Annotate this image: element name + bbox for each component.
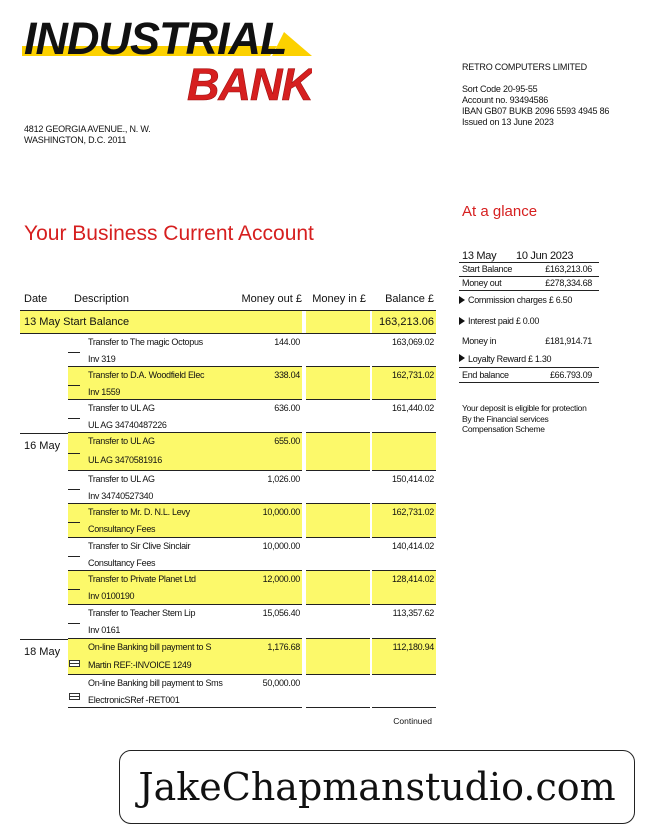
header-money-in: Money in £ [312, 293, 366, 305]
triangle-bullet-icon [459, 317, 465, 325]
row-description-line-1: Transfer to D.A. Woodfield Elec [88, 370, 205, 380]
row-description-line-2: Inv 0161 [88, 625, 121, 635]
sort-code: Sort Code 20-95-55 [462, 84, 538, 94]
row-highlight-in [306, 367, 370, 400]
account-details [462, 84, 609, 128]
row-balance: 163,069.02 [391, 337, 434, 347]
dash-icon [68, 418, 80, 419]
row-money-out: 338.04 [274, 370, 300, 380]
glance-start-balance-label: Start Balance [462, 264, 513, 274]
row-description-line-2: ElectronicSRef -RET001 [88, 694, 180, 705]
row-money-out: 144.00 [274, 337, 300, 347]
account-number: Account no. 93494586 [462, 95, 549, 105]
rule [459, 276, 599, 277]
dash-icon [68, 589, 80, 590]
row-description-line-2: Consultancy Fees [88, 524, 156, 534]
row-money-out: 636.00 [274, 403, 300, 413]
row-money-out: 1,176.68 [267, 642, 300, 652]
address-line-2: WASHINGTON, D.C. 2011 [24, 135, 127, 145]
glance-start-balance: £163,213.06 [545, 264, 592, 274]
row-balance: 150,414.02 [391, 474, 434, 484]
rule [306, 399, 370, 400]
rule [459, 262, 599, 263]
rule [20, 310, 436, 311]
row-money-out: 50,000.00 [262, 678, 300, 688]
protection-note-line-3: Compensation Scheme [462, 424, 545, 434]
row-balance: 162,731.02 [391, 370, 434, 380]
rule [306, 674, 370, 675]
row-balance: 161,440.02 [391, 403, 434, 413]
rule [68, 674, 302, 675]
rule [372, 674, 436, 675]
rule [306, 537, 370, 538]
row-money-out: 10,000.00 [262, 507, 300, 517]
row-description-line-1: On-line Banking bill payment to Sms [88, 678, 223, 688]
rule [68, 470, 302, 471]
dash-icon [68, 453, 80, 454]
row-money-out: 655.00 [274, 436, 300, 446]
card-icon [69, 693, 80, 700]
protection-note-line-2: By the Financial services [462, 413, 549, 424]
dash-icon [68, 385, 80, 386]
iban: IBAN GB07 BUKB 2096 5593 4945 86 [462, 106, 610, 116]
watermark: JakeChapmanstudio.com [119, 750, 635, 824]
row-highlight-in [306, 504, 370, 538]
rule [306, 470, 370, 471]
bank-address [24, 124, 150, 146]
bank-logo [22, 14, 312, 106]
logo-word-bank: BANK [187, 59, 312, 106]
row-highlight-in [306, 433, 370, 471]
triangle-bullet-icon [459, 296, 465, 304]
row-description-line-2: Inv 1559 [88, 386, 121, 397]
issued-date: Issued on 13 June 2023 [462, 117, 554, 127]
rule [68, 537, 302, 538]
row-description-line-2: Inv 319 [88, 353, 116, 364]
row-description-line-1: Transfer to Mr. D. N.L. Levy [88, 507, 190, 517]
header-date: Date [24, 293, 48, 305]
header-description: Description [74, 293, 130, 305]
glance-title: At a glance [462, 203, 538, 220]
rule [459, 382, 599, 383]
continued-label: Continued [393, 716, 432, 726]
row-description-line-1: Transfer to UL AG [88, 403, 155, 413]
row-date: 18 May [24, 646, 61, 658]
rule [372, 399, 436, 400]
row-description-line-2: Inv 34740527340 [88, 490, 154, 501]
glance-money-in: £181,914.71 [545, 336, 592, 346]
row-money-out: 1,026.00 [267, 474, 300, 484]
rule [372, 604, 436, 605]
dash-icon [68, 556, 80, 557]
glance-money-in-label: Money in [462, 336, 497, 346]
rule [372, 537, 436, 538]
row-description-line-2: Consultancy Fees [88, 557, 156, 568]
row-highlight-in [306, 639, 370, 675]
row-date: 16 May [24, 440, 61, 452]
rule [68, 399, 302, 400]
rule [459, 367, 599, 368]
start-balance-in-cell [306, 311, 370, 333]
start-balance-value: 163,213.06 [378, 316, 434, 328]
rule [306, 707, 370, 708]
row-money-out: 15,056.40 [262, 608, 300, 618]
dash-icon [68, 623, 80, 624]
header-balance: Balance £ [385, 293, 434, 305]
row-description-line-2: Inv 0100190 [88, 591, 135, 601]
bank-logo-graphic [22, 14, 312, 106]
card-icon [69, 660, 80, 667]
glance-money-out: £278,334.68 [545, 278, 592, 288]
logo-word-industrial: INDUSTRIAL [24, 14, 287, 64]
glance-period-start: 13 May [462, 250, 497, 262]
row-description-line-1: On-line Banking bill payment to S [88, 642, 212, 652]
row-description-line-1: Transfer to The magic Octopus [88, 337, 203, 347]
glance-loyalty: Loyalty Reward £ 1.30 [468, 354, 552, 364]
rule [68, 707, 302, 708]
row-description-line-2: UL AG 34740487226 [88, 419, 167, 430]
row-balance: 112,180.94 [392, 642, 434, 652]
row-description-line-2: Martin REF:-INVOICE 1249 [88, 660, 192, 670]
glance-period-end: 10 Jun 2023 [516, 250, 574, 262]
rule [68, 604, 302, 605]
rule [20, 333, 436, 334]
row-description-line-1: Transfer to Private Planet Ltd [88, 574, 196, 584]
glance-money-out-label: Money out [462, 278, 502, 288]
row-money-out: 10,000.00 [262, 541, 300, 551]
row-highlight-balance [372, 433, 436, 471]
glance-commission: Commission charges £ 6.50 [468, 295, 573, 305]
row-highlight-in [306, 571, 370, 605]
glance-interest: Interest paid £ 0.00 [468, 316, 540, 326]
rule [20, 433, 68, 434]
rule [20, 639, 68, 640]
dash-icon [68, 522, 80, 523]
row-balance: 128,414.02 [391, 574, 434, 584]
dash-icon [68, 489, 80, 490]
row-balance: 113,357.62 [392, 608, 434, 618]
rule [372, 470, 436, 471]
protection-note-line-1: Your deposit is eligible for protection [462, 403, 587, 413]
row-description-line-1: Transfer to UL AG [88, 474, 155, 484]
triangle-bullet-icon [459, 354, 465, 362]
header-money-out: Money out £ [241, 293, 302, 305]
start-balance-label: 13 May Start Balance [24, 316, 130, 328]
rule [306, 604, 370, 605]
statement-title: Your Business Current Account [24, 222, 314, 245]
rule [372, 707, 436, 708]
glance-end-balance-label: End balance [462, 370, 509, 380]
row-description-line-1: Transfer to Teacher Stem Lip [88, 608, 196, 618]
row-description-line-2: UL AG 3470581916 [88, 455, 162, 465]
row-balance: 140,414.02 [391, 541, 434, 551]
dash-icon [68, 352, 80, 353]
row-description-line-1: Transfer to UL AG [88, 436, 155, 446]
glance-end-balance: £66.793.09 [549, 370, 592, 380]
customer-company: RETRO COMPUTERS LIMITED [462, 62, 587, 72]
rule [459, 290, 599, 291]
row-balance: 162,731.02 [391, 507, 434, 517]
address-line-1: 4812 GEORGIA AVENUE., N. W. [24, 124, 151, 134]
row-money-out: 12,000.00 [262, 574, 300, 584]
protection-note [462, 403, 587, 435]
row-description-line-1: Transfer to Sir Clive Sinclair [88, 541, 191, 551]
